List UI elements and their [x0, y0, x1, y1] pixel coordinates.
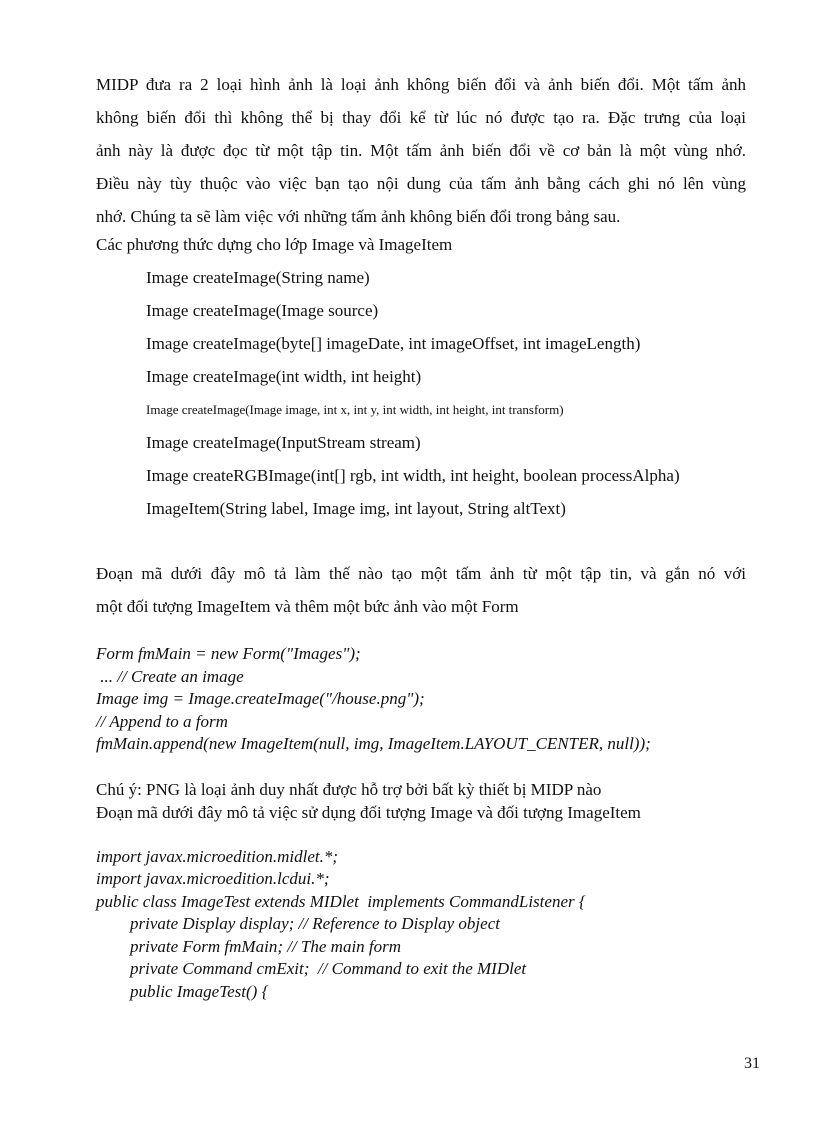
code-line: import javax.microedition.midlet.*;	[96, 846, 339, 866]
intro-line: ảnh này là được đọc từ một tập tin. Một tấm ảnh biến đổi về cơ bản là một vùng nhớ.	[96, 141, 746, 160]
code-sample-1	[96, 643, 746, 756]
example-intro-line: một đối tượng ImageItem và thêm một bức ảnh vào một Form	[96, 597, 519, 616]
constructor-item: ImageItem(String label, Image img, int layout, String altText)	[146, 499, 566, 518]
code-line: fmMain.append(new ImageItem(null, img, ImageItem.LAYOUT_CENTER, null));	[96, 734, 651, 753]
intro-line: Điều này tùy thuộc vào việc bạn tạo nội dung của tấm ảnh bằng cách ghi nó lên vùng	[96, 174, 746, 193]
constructor-item: Image createImage(int width, int height)	[146, 367, 422, 386]
constructor-item: Image createImage(Image image, int x, int y, int width, int height, int transform)	[146, 402, 564, 417]
code-line: private Form fmMain; // The main form	[96, 936, 402, 956]
constructor-item: Image createRGBImage(int[] rgb, int width, int height, boolean processAlpha)	[146, 466, 680, 485]
example-intro-line: Đoạn mã dưới đây mô tả làm thế nào tạo một tấm ảnh từ một tập tin, và gắn nó với	[96, 564, 746, 583]
code-line: public class ImageTest extends MIDlet implements CommandListener {	[96, 891, 586, 911]
constructor-item: Image createImage(byte[] imageDate, int imageOffset, int imageLength)	[146, 334, 641, 353]
code-line: Image img = Image.createImage("/house.png");	[96, 689, 425, 708]
intro-line: MIDP đưa ra 2 loại hình ảnh là loại ảnh không biến đổi và ảnh biến đổi. Một tấm ảnh	[96, 75, 746, 94]
constructors-heading: Các phương thức dựng cho lớp Image và ImageItem	[96, 235, 453, 254]
code-line: ... // Create an image	[96, 666, 244, 686]
code-line: private Display display; // Reference to Display object	[96, 914, 500, 933]
constructor-item: Image createImage(String name)	[146, 268, 370, 287]
note-line: Chú ý: PNG là loại ảnh duy nhất được hỗ trợ bởi bất kỳ thiết bị MIDP nào	[96, 779, 602, 799]
intro-line: nhớ. Chúng ta sẽ làm việc với những tấm ảnh không biến đổi trong bảng sau.	[96, 207, 621, 226]
code-sample-2	[96, 846, 746, 1004]
notes-block	[96, 778, 746, 824]
constructor-item: Image createImage(Image source)	[146, 301, 379, 320]
intro-line: không biến đổi thì không thể bị thay đổi kể từ lúc nó được tạo ra. Đặc trưng của loại	[96, 108, 746, 127]
code-line: Form fmMain = new Form("Images");	[96, 644, 361, 663]
example-intro-paragraph	[96, 557, 746, 623]
intro-paragraph	[96, 68, 746, 233]
code-line: import javax.microedition.lcdui.*;	[96, 869, 330, 888]
document-page	[96, 68, 746, 1003]
page-number: 31	[744, 1055, 760, 1072]
constructor-list	[96, 261, 746, 525]
code-line: // Append to a form	[96, 711, 228, 731]
usage-intro-line: Đoạn mã dưới đây mô tả việc sử dụng đối tượng Image và đối tượng ImageItem	[96, 802, 641, 822]
code-line: private Command cmExit; // Command to exit the MIDlet	[96, 959, 527, 978]
code-line: public ImageTest() {	[96, 981, 269, 1001]
constructor-item: Image createImage(InputStream stream)	[146, 433, 421, 452]
